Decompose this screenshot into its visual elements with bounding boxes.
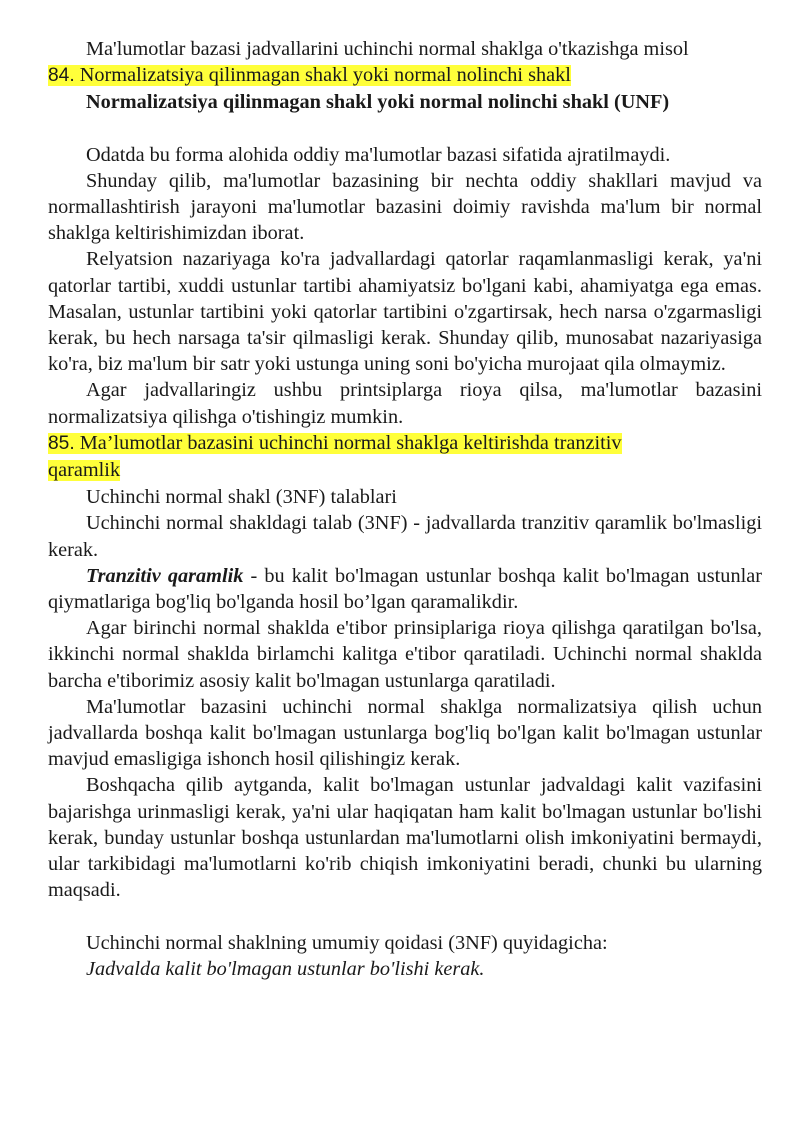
paragraph-transitive-definition — [48, 563, 762, 615]
question-84-text: Normalizatsiya qilinmagan shakl yoki normal nolinchi shakl — [74, 64, 571, 87]
paragraph-nf-focus: Agar birinchi normal shaklda e'tibor prinsiplariga rioya qilishga qaratilgan bo'lsa, ikkinchi normal shaklda birlamchi kalitga e'tibor qaratiladi. Uchinchi normal shaklda barcha e'tiborimiz asosiy kalit bo'lmagan ustunlarga qaratiladi. — [48, 617, 762, 692]
question-84-heading — [48, 62, 762, 89]
question-85-text-line2: qaramlik — [48, 459, 121, 482]
paragraph-3: Relyatsion nazariyaga ko'ra jadvallardagi qatorlar raqamlanmasligi kerak, ya'ni qatorlar tartibi, xuddi ustunlar tartibi ahamiyatsiz bo'lgani kabi, ahamiyatga ega emas. Masalan, ustunlar tartibini yoki qatorlar tartibini o'zgartirsak, hech narsa o'zgarmasligi kerak, bu hech narsaga ta'sir qilmasligi kerak. Shunday qilib, munosabat nazariyasiga ko'ra, biz ma'lum bir satr yoki ustunga uning soni bo'yicha murojaat qila olmaymiz. — [48, 248, 762, 376]
paragraph-3nf-requirements: Uchinchi normal shakl (3NF) talablari — [86, 486, 397, 509]
question-85-number: 85. — [48, 432, 75, 454]
question-84-number: 84. — [48, 65, 75, 87]
paragraph-1: Odatda bu forma alohida oddiy ma'lumotlar bazasi sifatida ajratilmaydi. — [86, 143, 671, 166]
paragraph-in-other-words: Boshqacha qilib aytganda, kalit bo'lmagan ustunlar jadvaldagi kalit vazifasini bajarishga urinmasligi kerak, ya'ni ular haqiqatan ham kalit bo'lmagan ustunlar bo'lishi kerak, bunday ustunlar boshqa ustunlardan ma'lumotlarni olish imkoniyatini bermaydi, ular tarkibidagi ma'lumotlarni ko'rib chiqish imkoniyatini beradi, chunki bu ularning maqsadi. — [48, 774, 762, 902]
paragraph-rule-italic: Jadvalda kalit bo'lmagan ustunlar bo'lishi kerak. — [86, 957, 485, 980]
paragraph-normalization-3nf: Ma'lumotlar bazasini uchinchi normal shaklga normalizatsiya qilish uchun jadvallarda boshqa kalit bo'lmagan ustunlarga bog'liq bo'lgan kalit bo'lmagan ustunlar mavjud emasligiga ishonch hosil qilishingiz kerak. — [48, 695, 762, 771]
paragraph-general-rule: Uchinchi normal shaklning umumiy qoidasi (3NF) quyidagicha: — [86, 931, 608, 954]
question-85-heading — [48, 430, 762, 484]
blank-line — [48, 904, 762, 930]
term-transitive-dependency: Tranzitiv qaramlik — [86, 564, 244, 587]
blank-line — [48, 116, 762, 142]
paragraph-3nf-rule: Uchinchi normal shakldagi talab (3NF) - jadvallarda tranzitiv qaramlik bo'lmasligi kerak. — [48, 512, 762, 561]
paragraph-2: Shunday qilib, ma'lumotlar bazasining bir nechta oddiy shakllari mavjud va normallashtirish jarayoni ma'lumotlar bazasini doimiy ravishda ma'lum bir normal shaklga keltirishimizdan iborat. — [48, 169, 762, 245]
unf-heading: Normalizatsiya qilinmagan shakl yoki normal nolinchi shakl (UNF) — [86, 91, 670, 114]
document-page — [48, 36, 762, 982]
example-title-line: Ma'lumotlar bazasi jadvallarini uchinchi normal shaklga o'tkazishga misol — [86, 38, 689, 60]
question-85-text-line1: Ma’lumotlar bazasini uchinchi normal shaklga keltirishda tranzitiv — [74, 431, 622, 454]
definition-text: - bu kalit bo'lmagan ustunlar boshqa kalit bo'lmagan ustunlar qiymatlariga bog'liq bo'lganda hosil bo’lgan qaramalikdir. — [48, 564, 762, 614]
paragraph-4: Agar jadvallaringiz ushbu printsiplarga rioya qilsa, ma'lumotlar bazasini normalizatsiya qilishga o'tishingiz mumkin. — [48, 379, 762, 428]
